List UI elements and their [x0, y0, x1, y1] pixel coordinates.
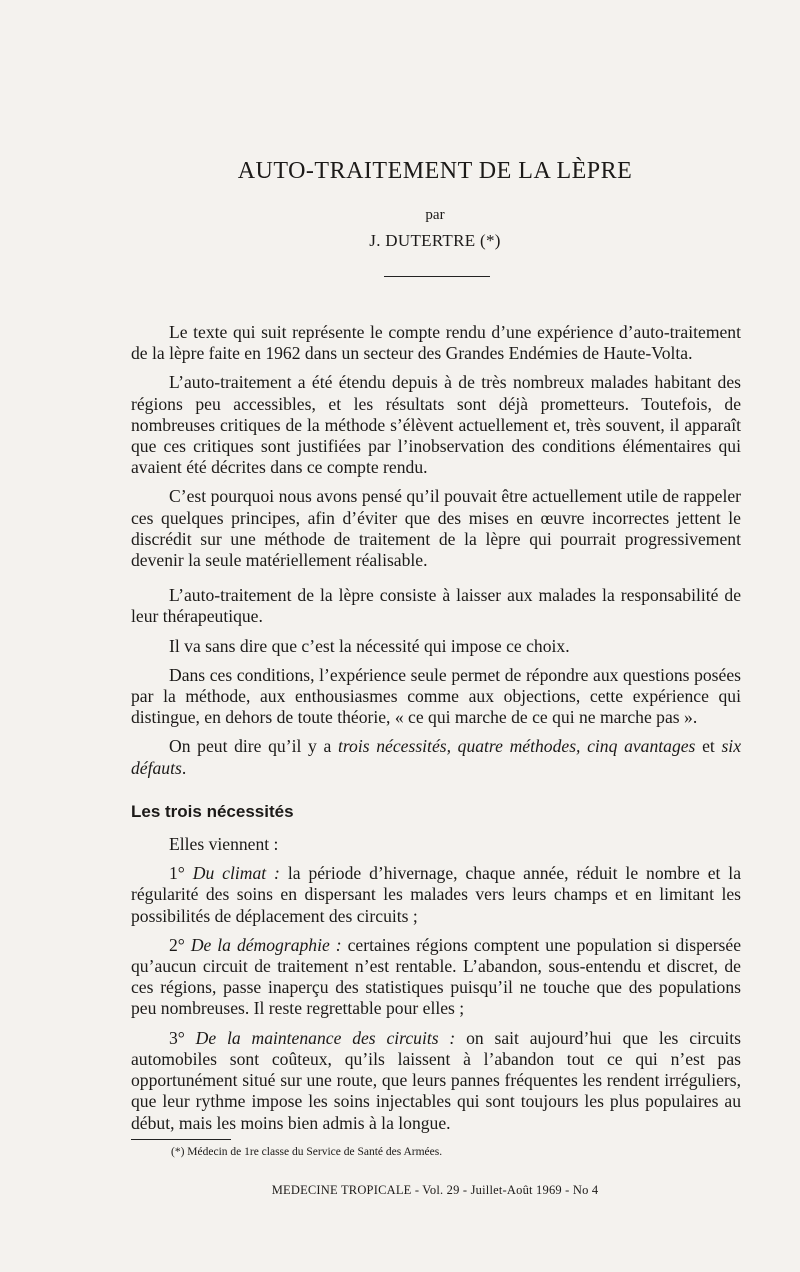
list-item-demographie: [131, 935, 741, 1020]
article-body: [131, 322, 741, 1134]
running-footer: MEDECINE TROPICALE - Vol. 29 - Juillet-Août 1969 - No 4: [271, 1183, 599, 1197]
paragraph-experience: Dans ces conditions, l’expérience seule permet de répondre aux questions posées par la méthode, aux enthousiasmes comme aux objections, cette expérience qui distingue, en dehors de toute théorie, « ce qui marche de ce qui ne marche pas ».: [131, 664, 741, 728]
title-divider: [384, 276, 490, 277]
item-number: 3°: [169, 1027, 196, 1048]
item-title: Du climat :: [192, 863, 280, 884]
paragraph-necessity: Il va sans dire que c’est la nécessité qui impose ce choix.: [169, 635, 570, 656]
author-name: J. DUTERTRE (*): [369, 231, 501, 250]
item-text: certaines régions comptent une population si dispersée qu’aucun circuit de traitement n’est rentable. L’abandon, sous-entendu et discret, de ces régions, passe inaperçu des statistiques puisqu’il ne touche que des populations peu nombreuses. Il reste regrettable pour elles ;: [131, 934, 742, 1019]
item-title: De la démographie :: [190, 934, 342, 955]
byline: par: [425, 207, 445, 223]
paragraph-extension: L’auto-traitement a été étendu depuis à de très nombreux malades habitant des régions peu accessibles, et les résultats sont déjà prometteurs. Toutefois, de nombreuses critiques de la méthode s’élèvent actuellement et, très souvent, il apparaît que ces critiques sont justifiées par l’inobservation des conditions élémentaires qui avaient été décrites dans ce compte rendu.: [131, 372, 741, 478]
item-number: 1°: [169, 863, 193, 884]
paragraph-definition: L’auto-traitement de la lèpre consiste à laisser aux malades la responsabilité de leur thérapeutique.: [131, 585, 741, 627]
summary-italic-2: six défauts: [131, 736, 741, 778]
section-heading: Les trois nécessités: [131, 801, 294, 821]
item-text: on sait aujourd’hui que les circuits automobiles sont coûteux, qu’ils laissent à l’abandon tout ce qui n’est pas opportunément situé sur une route, que leurs pannes fréquentes les rendent irréguliers, que leur rythme impose les soins injectables qui sont toujours les plus populaires au début, mais les moins bien admis à la longue.: [131, 1027, 741, 1133]
item-title: De la maintenance des circuits :: [195, 1027, 456, 1048]
paragraph-purpose: C’est pourquoi nous avons pensé qu’il pouvait être actuellement utile de rappeler ces quelques principes, afin d’éviter que des mises en œuvre incorrectes jettent le discrédit sur une méthode de traitement de la lèpre qui pourrait progressivement devenir la seule matériellement réalisable.: [131, 486, 741, 571]
summary-italic: trois nécessités, quatre méthodes, cinq avantages: [337, 736, 696, 757]
paragraph-intro: Le texte qui suit représente le compte rendu d’une expérience d’auto-traitement de la lèpre faite en 1962 dans un secteur des Grandes Endémies de Haute-Volta.: [131, 322, 741, 364]
item-number: 2°: [169, 934, 191, 955]
list-item-climat: [131, 863, 741, 927]
paragraph-summary: [131, 736, 741, 778]
paragraph-lead-in: Elles viennent :: [169, 834, 279, 855]
footnote-divider: [131, 1139, 231, 1140]
item-text: la période d’hivernage, chaque année, réduit le nombre et la régularité des soins en dispersant les malades vers leurs champs et en limitant les possibilités de déplacement des circuits ;: [131, 863, 742, 926]
article-title: AUTO-TRAITEMENT DE LA LÈPRE: [237, 158, 633, 184]
summary-text: On peut dire qu’il y a: [169, 736, 338, 757]
summary-text-mid: et: [695, 736, 722, 757]
summary-text-end: .: [181, 757, 187, 778]
list-item-maintenance: [131, 1028, 741, 1134]
footnote: (*) Médecin de 1re classe du Service de Santé des Armées.: [171, 1146, 443, 1158]
